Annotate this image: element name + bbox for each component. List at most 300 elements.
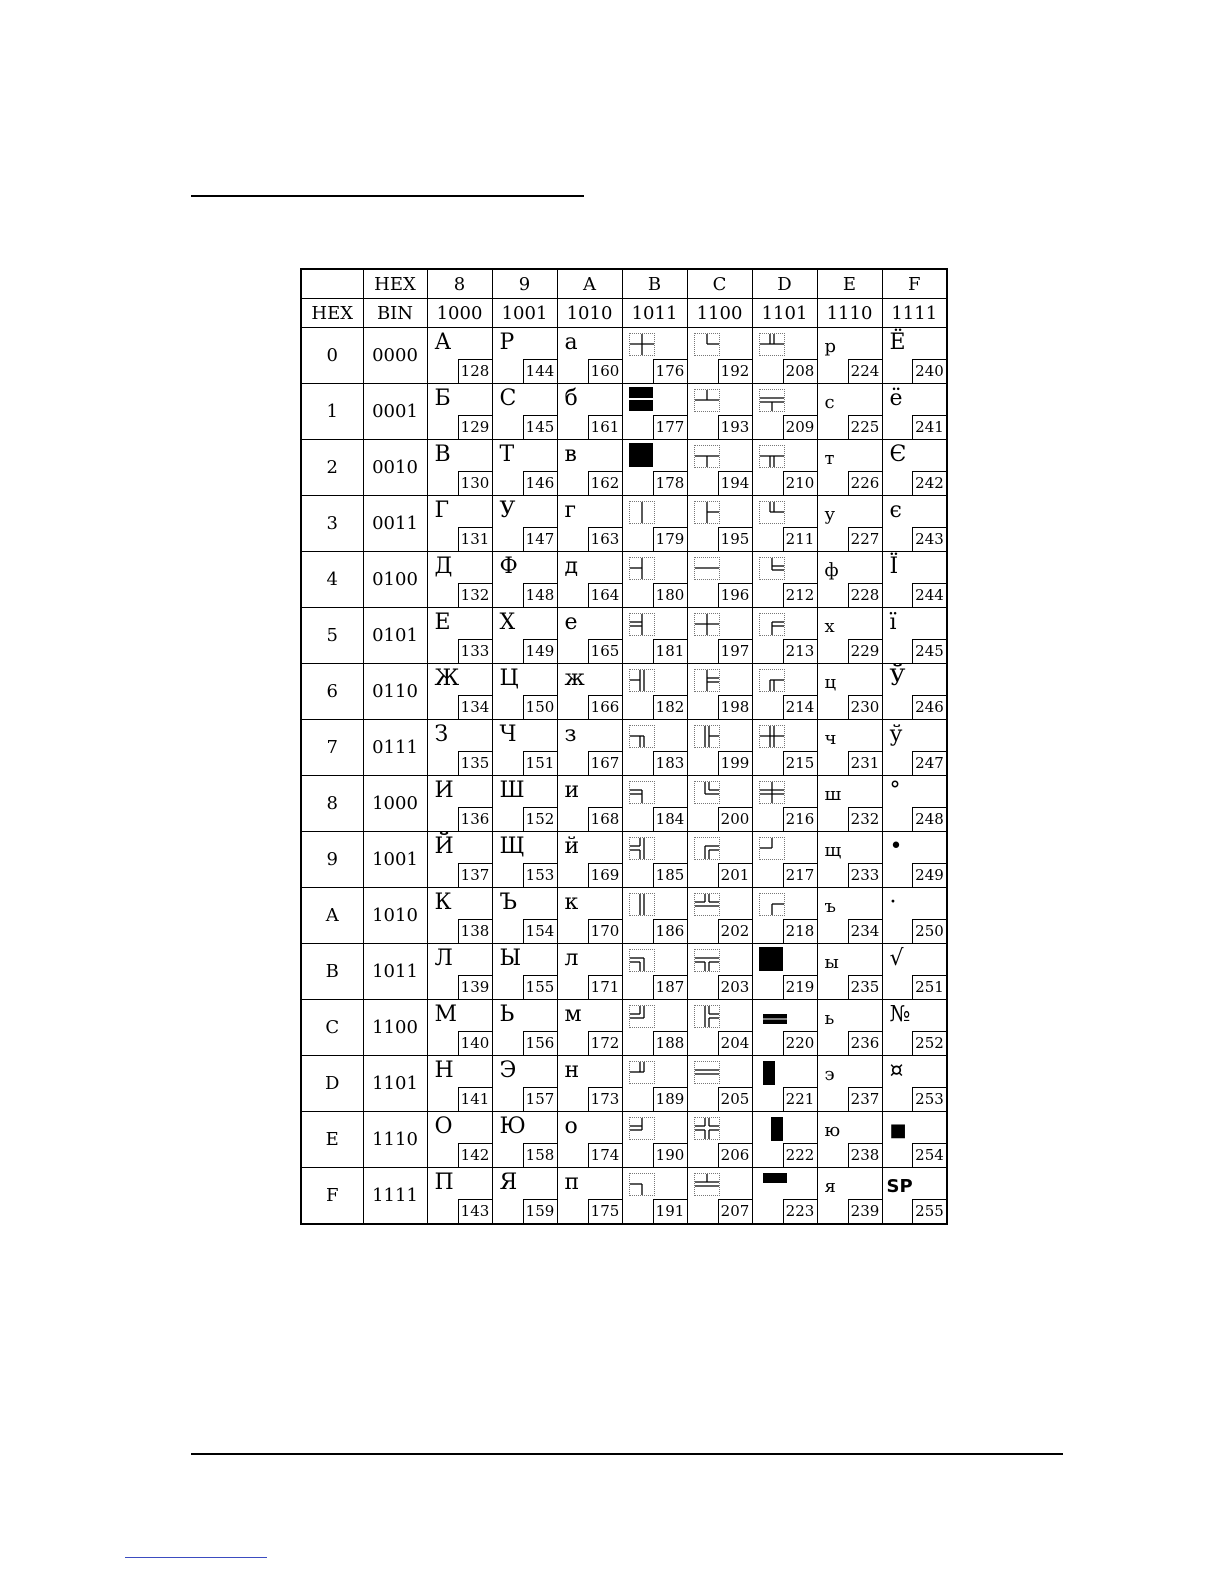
decimal-code: 139 (458, 975, 492, 999)
decimal-code: 246 (912, 695, 946, 719)
decimal-code: 128 (458, 359, 492, 383)
char-cell (752, 1112, 817, 1168)
char-glyph: SP (886, 1176, 913, 1197)
box-light-horizontal-icon (694, 557, 720, 580)
char-glyph: ф (824, 560, 839, 581)
box-light-down-right-icon (759, 893, 785, 916)
char-glyph: Ю (499, 1114, 526, 1139)
char-cell (622, 440, 687, 496)
char-glyph: Й (434, 834, 454, 859)
char-glyph: Э (499, 1058, 517, 1083)
char-cell (492, 1168, 557, 1225)
char-cell (622, 944, 687, 1000)
row-hex-D: D (301, 1056, 363, 1112)
decimal-code: 235 (848, 975, 882, 999)
char-cell (427, 832, 492, 888)
char-cell (492, 384, 557, 440)
row-bin-A: 1010 (363, 888, 427, 944)
bin-header-label: BIN (363, 299, 427, 328)
decimal-code: 199 (718, 751, 752, 775)
row-bin-7: 0111 (363, 720, 427, 776)
table-row (301, 328, 947, 384)
char-cell (622, 552, 687, 608)
row-hex-2: 2 (301, 440, 363, 496)
decimal-code: 179 (653, 527, 687, 551)
decimal-code: 212 (783, 583, 817, 607)
char-glyph: с (824, 392, 835, 413)
char-glyph: Т (499, 442, 515, 467)
column-bin-D: 1101 (752, 299, 817, 328)
decimal-code: 183 (653, 751, 687, 775)
char-cell (817, 384, 882, 440)
decimal-code: 220 (783, 1031, 817, 1055)
char-cell (817, 720, 882, 776)
box-vertical-left-icon (629, 557, 655, 580)
row-hex-1: 1 (301, 384, 363, 440)
char-glyph: ь (824, 1008, 835, 1029)
char-cell (687, 944, 752, 1000)
decimal-code: 131 (458, 527, 492, 551)
char-cell (557, 664, 622, 720)
box-double-vertical-icon (629, 893, 655, 916)
decimal-code: 245 (912, 639, 946, 663)
decimal-code: 229 (848, 639, 882, 663)
decimal-code: 150 (523, 695, 557, 719)
column-bin-E: 1110 (817, 299, 882, 328)
decimal-code: 233 (848, 863, 882, 887)
char-glyph: Ё (889, 330, 906, 355)
decimal-code: 151 (523, 751, 557, 775)
row-hex-9: 9 (301, 832, 363, 888)
box-down-double-left-single-icon (629, 725, 655, 748)
char-cell (882, 440, 947, 496)
box-down-single-right-double-icon (759, 613, 785, 636)
decimal-code: 198 (718, 695, 752, 719)
char-glyph: б (564, 386, 578, 411)
char-cell (427, 440, 492, 496)
char-glyph: є (889, 498, 902, 523)
decimal-code: 157 (523, 1087, 557, 1111)
box-down-single-horizontal-double-icon (759, 389, 785, 412)
table-row (301, 1112, 947, 1168)
char-glyph: · (889, 890, 897, 915)
decimal-code: 175 (588, 1199, 622, 1223)
char-glyph: Б (434, 386, 451, 411)
decimal-code: 222 (783, 1143, 817, 1167)
char-cell (817, 832, 882, 888)
char-glyph: к (564, 890, 579, 915)
char-glyph: Є (889, 442, 907, 467)
box-light-cross-icon (694, 613, 720, 636)
row-hex-C: C (301, 1000, 363, 1056)
row-hex-B: B (301, 944, 363, 1000)
char-cell (557, 552, 622, 608)
char-cell (752, 944, 817, 1000)
decimal-code: 221 (783, 1087, 817, 1111)
row-bin-D: 1101 (363, 1056, 427, 1112)
char-glyph: С (499, 386, 517, 411)
char-cell (882, 720, 947, 776)
box-down-single-left-double-icon (629, 781, 655, 804)
char-cell (817, 888, 882, 944)
row-hex-A: A (301, 888, 363, 944)
char-cell (752, 552, 817, 608)
char-glyph: Ж (434, 666, 460, 691)
char-glyph: Ц (499, 666, 519, 691)
char-cell (622, 1112, 687, 1168)
char-cell (817, 552, 882, 608)
row-bin-0: 0000 (363, 328, 427, 384)
decimal-code: 210 (783, 471, 817, 495)
decimal-code: 205 (718, 1087, 752, 1111)
char-cell (492, 1112, 557, 1168)
full-block-icon (629, 443, 653, 467)
char-glyph: ■ (889, 1120, 907, 1141)
row-bin-2: 0010 (363, 440, 427, 496)
decimal-code: 173 (588, 1087, 622, 1111)
char-cell (752, 776, 817, 832)
decimal-code: 161 (588, 415, 622, 439)
upper-half-block-icon (763, 1173, 787, 1183)
char-cell (492, 1000, 557, 1056)
decimal-code: 174 (588, 1143, 622, 1167)
char-cell (687, 720, 752, 776)
column-hex-B: B (622, 269, 687, 299)
table-row (301, 552, 947, 608)
char-cell (557, 944, 622, 1000)
decimal-code: 217 (783, 863, 817, 887)
char-glyph: И (434, 778, 454, 803)
char-cell (817, 776, 882, 832)
decimal-code: 185 (653, 863, 687, 887)
char-glyph: Х (499, 610, 516, 635)
char-cell (622, 1000, 687, 1056)
char-cell (752, 328, 817, 384)
row-hex-E: E (301, 1112, 363, 1168)
char-cell (817, 1056, 882, 1112)
char-cell (557, 328, 622, 384)
char-cell (557, 1168, 622, 1225)
decimal-code: 202 (718, 919, 752, 943)
char-glyph: Л (434, 946, 453, 971)
char-cell (817, 944, 882, 1000)
char-cell (557, 1000, 622, 1056)
char-cell (752, 384, 817, 440)
char-cell (882, 776, 947, 832)
decimal-code: 194 (718, 471, 752, 495)
decimal-code: 141 (458, 1087, 492, 1111)
table-row (301, 664, 947, 720)
char-cell (687, 440, 752, 496)
decimal-code: 225 (848, 415, 882, 439)
decimal-code: 254 (912, 1143, 946, 1167)
decimal-code: 147 (523, 527, 557, 551)
decimal-code: 240 (912, 359, 946, 383)
char-cell (687, 496, 752, 552)
char-cell (817, 1112, 882, 1168)
char-cell (492, 440, 557, 496)
decimal-code: 206 (718, 1143, 752, 1167)
char-cell (427, 944, 492, 1000)
char-cell (687, 888, 752, 944)
char-cell (622, 720, 687, 776)
char-cell (687, 384, 752, 440)
decimal-code: 190 (653, 1143, 687, 1167)
decimal-code: 207 (718, 1199, 752, 1223)
box-light-cross-icon (629, 333, 655, 356)
char-cell (492, 496, 557, 552)
box-light-down-horizontal-icon (694, 445, 720, 468)
char-cell (427, 1168, 492, 1225)
box-double-horizontal-icon (694, 1061, 720, 1084)
box-double-down-horizontal-icon (694, 949, 720, 972)
char-cell (557, 440, 622, 496)
char-glyph: ї (889, 610, 897, 635)
column-hex-D: D (752, 269, 817, 299)
char-cell (882, 832, 947, 888)
char-glyph: • (889, 834, 903, 859)
decimal-code: 193 (718, 415, 752, 439)
char-cell (427, 1112, 492, 1168)
char-cell (622, 328, 687, 384)
char-glyph: э (824, 1064, 835, 1085)
char-cell (557, 1056, 622, 1112)
row-hex-5: 5 (301, 608, 363, 664)
row-hex-4: 4 (301, 552, 363, 608)
box-up-single-right-double-icon (759, 557, 785, 580)
box-up-single-left-double-icon (629, 1117, 655, 1140)
table-row (301, 1000, 947, 1056)
box-vertical-double-right-single-icon (694, 725, 720, 748)
char-glyph: Ф (499, 554, 518, 579)
table-row (301, 944, 947, 1000)
char-cell (427, 608, 492, 664)
decimal-code: 201 (718, 863, 752, 887)
char-glyph: Ы (499, 946, 522, 971)
char-cell (882, 496, 947, 552)
char-cell (752, 720, 817, 776)
char-glyph: л (564, 946, 579, 971)
column-hex-8: 8 (427, 269, 492, 299)
char-glyph: √ (889, 946, 904, 971)
char-cell (882, 664, 947, 720)
decimal-code: 170 (588, 919, 622, 943)
decimal-code: 249 (912, 863, 946, 887)
decimal-code: 238 (848, 1143, 882, 1167)
box-vertical-single-horizontal-double-icon (759, 781, 785, 804)
char-cell (557, 776, 622, 832)
char-glyph: й (564, 834, 580, 859)
character-code-table (300, 268, 948, 1225)
box-vertical-single-right-double-icon (694, 669, 720, 692)
decimal-code: 227 (848, 527, 882, 551)
char-cell (427, 1000, 492, 1056)
char-glyph: ё (889, 386, 903, 411)
char-cell (557, 384, 622, 440)
char-glyph: Я (499, 1170, 518, 1195)
column-bin-A: 1010 (557, 299, 622, 328)
char-cell (557, 1112, 622, 1168)
decimal-code: 134 (458, 695, 492, 719)
char-cell (882, 888, 947, 944)
footer-rule (191, 1453, 1063, 1455)
char-cell (557, 720, 622, 776)
row-bin-6: 0110 (363, 664, 427, 720)
decimal-code: 142 (458, 1143, 492, 1167)
char-glyph: о (564, 1114, 578, 1139)
char-cell (622, 496, 687, 552)
box-double-down-right-icon (694, 837, 720, 860)
box-down-double-horizontal-single-icon (759, 445, 785, 468)
decimal-code: 203 (718, 975, 752, 999)
decimal-code: 231 (848, 751, 882, 775)
char-glyph: ў (889, 722, 903, 747)
decimal-code: 169 (588, 863, 622, 887)
char-cell (622, 888, 687, 944)
char-glyph: ° (889, 778, 901, 803)
char-cell (817, 664, 882, 720)
box-double-cross-icon (694, 1117, 720, 1140)
char-cell (687, 832, 752, 888)
decimal-code: 196 (718, 583, 752, 607)
decimal-code: 224 (848, 359, 882, 383)
decimal-code: 137 (458, 863, 492, 887)
decimal-code: 156 (523, 1031, 557, 1055)
char-cell (557, 496, 622, 552)
box-double-up-left-icon (629, 1005, 655, 1028)
box-light-vertical-icon (629, 501, 655, 524)
row-bin-1: 0001 (363, 384, 427, 440)
box-double-up-horizontal-icon (694, 893, 720, 916)
char-glyph: З (434, 722, 449, 747)
decimal-code: 209 (783, 415, 817, 439)
box-light-down-left-icon (629, 1173, 655, 1196)
char-cell (687, 776, 752, 832)
char-cell (427, 496, 492, 552)
decimal-code: 130 (458, 471, 492, 495)
char-glyph: ж (564, 666, 585, 691)
char-cell (817, 496, 882, 552)
decimal-code: 172 (588, 1031, 622, 1055)
box-vertical-single-left-double-icon (629, 613, 655, 636)
full-block-icon (759, 947, 783, 971)
char-cell (492, 832, 557, 888)
char-glyph: у (824, 504, 836, 525)
decimal-code: 176 (653, 359, 687, 383)
decimal-code: 136 (458, 807, 492, 831)
char-cell (882, 384, 947, 440)
decimal-code: 159 (523, 1199, 557, 1223)
box-double-down-left-icon (629, 949, 655, 972)
char-glyph: Ї (889, 554, 899, 579)
decimal-code: 133 (458, 639, 492, 663)
row-bin-5: 0101 (363, 608, 427, 664)
decimal-code: 187 (653, 975, 687, 999)
box-up-single-horizontal-double-icon (694, 1173, 720, 1196)
decimal-code: 182 (653, 695, 687, 719)
lower-half-block-icon (629, 387, 653, 411)
char-cell (752, 664, 817, 720)
char-glyph: и (564, 778, 580, 803)
hex-row-label: HEX (301, 299, 363, 328)
char-cell (882, 944, 947, 1000)
row-hex-8: 8 (301, 776, 363, 832)
table-row (301, 1168, 947, 1225)
char-cell (882, 1112, 947, 1168)
row-hex-0: 0 (301, 328, 363, 384)
box-light-vertical-right-icon (694, 501, 720, 524)
decimal-code: 189 (653, 1087, 687, 1111)
char-cell (622, 832, 687, 888)
char-cell (557, 888, 622, 944)
char-cell (752, 1056, 817, 1112)
char-cell (752, 440, 817, 496)
box-up-double-horizontal-single-icon (759, 333, 785, 356)
decimal-code: 248 (912, 807, 946, 831)
char-cell (557, 832, 622, 888)
char-cell (492, 1056, 557, 1112)
column-bin-C: 1100 (687, 299, 752, 328)
column-bin-9: 1001 (492, 299, 557, 328)
char-cell (687, 664, 752, 720)
char-cell (752, 1168, 817, 1225)
char-glyph: Ч (499, 722, 517, 747)
char-glyph: х (824, 616, 835, 637)
decimal-code: 215 (783, 751, 817, 775)
column-bin-B: 1011 (622, 299, 687, 328)
char-cell (752, 608, 817, 664)
box-down-double-right-single-icon (759, 669, 785, 692)
row-bin-E: 1110 (363, 1112, 427, 1168)
table-row (301, 832, 947, 888)
char-cell (882, 552, 947, 608)
char-cell (492, 720, 557, 776)
decimal-code: 218 (783, 919, 817, 943)
box-double-vertical-left-icon (629, 837, 655, 860)
char-glyph: П (434, 1170, 454, 1195)
char-glyph: я (824, 1176, 836, 1197)
decimal-code: 160 (588, 359, 622, 383)
char-cell (882, 1056, 947, 1112)
box-light-up-horizontal-icon (694, 389, 720, 412)
char-glyph: ы (824, 952, 839, 973)
char-cell (752, 496, 817, 552)
decimal-code: 250 (912, 919, 946, 943)
char-cell (622, 608, 687, 664)
char-cell (817, 1000, 882, 1056)
decimal-code: 180 (653, 583, 687, 607)
header-row-hex (301, 269, 947, 299)
char-cell (752, 1000, 817, 1056)
table-row (301, 776, 947, 832)
decimal-code: 155 (523, 975, 557, 999)
char-glyph: У (499, 498, 516, 523)
char-cell (687, 1112, 752, 1168)
decimal-code: 204 (718, 1031, 752, 1055)
link-underline (125, 1557, 267, 1558)
char-cell (817, 1168, 882, 1225)
char-cell (492, 328, 557, 384)
decimal-code: 145 (523, 415, 557, 439)
left-half-block-icon (763, 1061, 775, 1085)
char-glyph: А (434, 330, 452, 355)
corner-cell (301, 269, 363, 299)
char-cell (882, 1000, 947, 1056)
decimal-code: 168 (588, 807, 622, 831)
char-glyph: Р (499, 330, 515, 355)
column-hex-E: E (817, 269, 882, 299)
decimal-code: 165 (588, 639, 622, 663)
